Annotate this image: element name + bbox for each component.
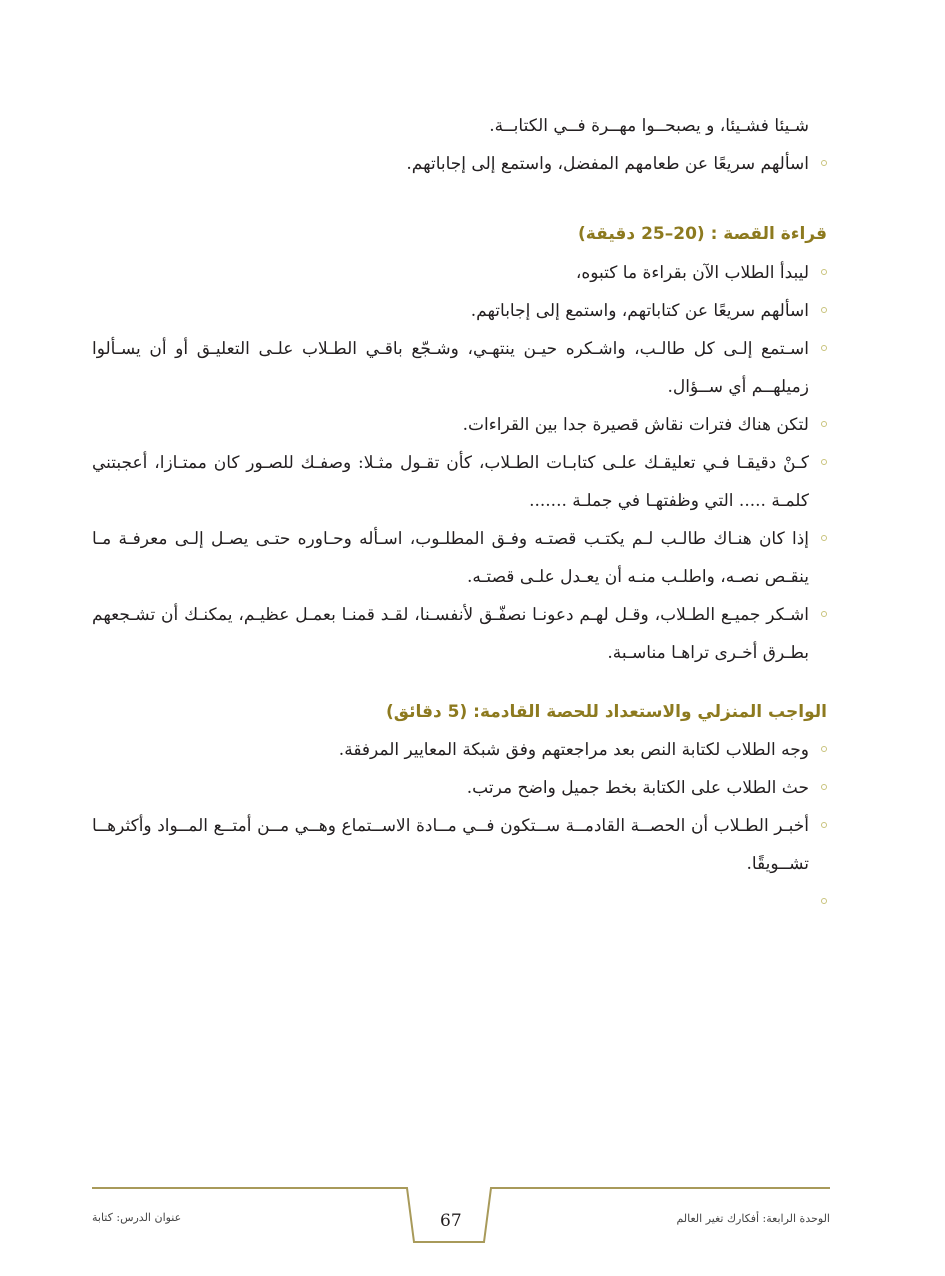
page-number: 67 [440,1211,462,1231]
reading-list [92,254,827,672]
list-item-text: كـنْ دقيقـا فـي تعليقـك علـى كتابـات الطـلاب، كأن تقـول مثـلا: وصفـك للصـور كان ممتـازا، أعجبتني كلمـة ..... التي وظفتهـا في جملـة ....... [92,453,809,511]
bullet-icon [821,345,827,351]
list-item-text: حث الطلاب على الكتابة بخط جميل واضح مرتب. [466,778,809,798]
list-item-text: اسألهم سريعًا عن كتاباتهم، واستمع إلى إجاباتهم. [470,301,809,321]
bullet-icon [821,459,827,465]
list-item-text: وجه الطلاب لكتابة النص بعد مراجعتهم وفق شبكة المعايير المرفقة. [338,740,809,760]
list-item [92,406,827,444]
reading-section [92,219,827,249]
list-item [92,292,827,330]
intro-block [92,107,827,183]
list-item-text: لتكن هناك فترات نقاش قصيرة جدا بين القراءات. [462,415,809,435]
homework-section [92,697,827,727]
list-item [92,731,827,769]
list-item [92,254,827,292]
bullet-icon [821,611,827,617]
list-item [92,330,827,406]
section-heading-reading: قراءة القصة : (20–25 دقيقة) [578,224,827,244]
footer-lesson-title: عنوان الدرس: كتابة [92,1211,182,1224]
bullet-icon [821,784,827,790]
list-item [92,145,827,183]
list-item [92,769,827,807]
list-item-text: إذا كان هنـاك طالـب لـم يكتـب قصتـه وفـق المطلـوب، اسـأله وحـاوره حتـى يصـل إلـى معرفـة مـا ينقـص نصـه، واطلـب منـه أن يعـدل علـى قصتـه. [92,529,809,587]
list-item-text: اسـتمع إلـى كل طالـب، واشـكره حيـن ينتهـي، وشـجّع باقـي الطـلاب علـى التعليـق أو أن يسـألوا زميلهــم أي ســؤال. [92,339,809,397]
bullet-icon [821,822,827,828]
list-item-text: أخبـر الطـلاب أن الحصــة القادمــة ســتكون فــي مــادة الاســتماع وهــي مــن أمتــع المــواد وأكثرهــا تشــويقًا. [92,816,809,874]
list-item [92,520,827,596]
list-item-text: اسألهم سريعًا عن طعامهم المفضل، واستمع إلى إجاباتهم. [406,154,809,174]
bullet-icon [821,269,827,275]
bullet-icon [821,535,827,541]
bullet-icon [821,898,827,904]
footer-unit-title: الوحدة الرابعة: أفكارك تغير العالم [676,1212,830,1225]
bullet-icon [821,746,827,752]
list-item [92,596,827,672]
list-item-text: اشـكر جميـع الطـلاب، وقـل لهـم دعونـا نصفّـق لأنفسـنا، لقـد قمنـا بعمـل عظيـم، يمكنـك أن تشـجعهم بطـرق أخـرى تراهـا مناسـبة. [92,605,809,663]
bullet-icon [821,160,827,166]
list-item [92,883,827,921]
list-item-text: ليبدأ الطلاب الآن بقراءة ما كتبوه، [575,263,809,283]
homework-list [92,731,827,921]
bullet-icon [821,421,827,427]
list-item [92,444,827,520]
list-item [92,807,827,883]
intro-continued-line: شـيئا فشـيئا، و يصبحــوا مهــرة فــي الكتابــة. [489,116,809,136]
section-heading-homework: الواجب المنزلي والاستعداد للحصة القادمة: (5 دقائق) [386,702,827,722]
bullet-icon [821,307,827,313]
